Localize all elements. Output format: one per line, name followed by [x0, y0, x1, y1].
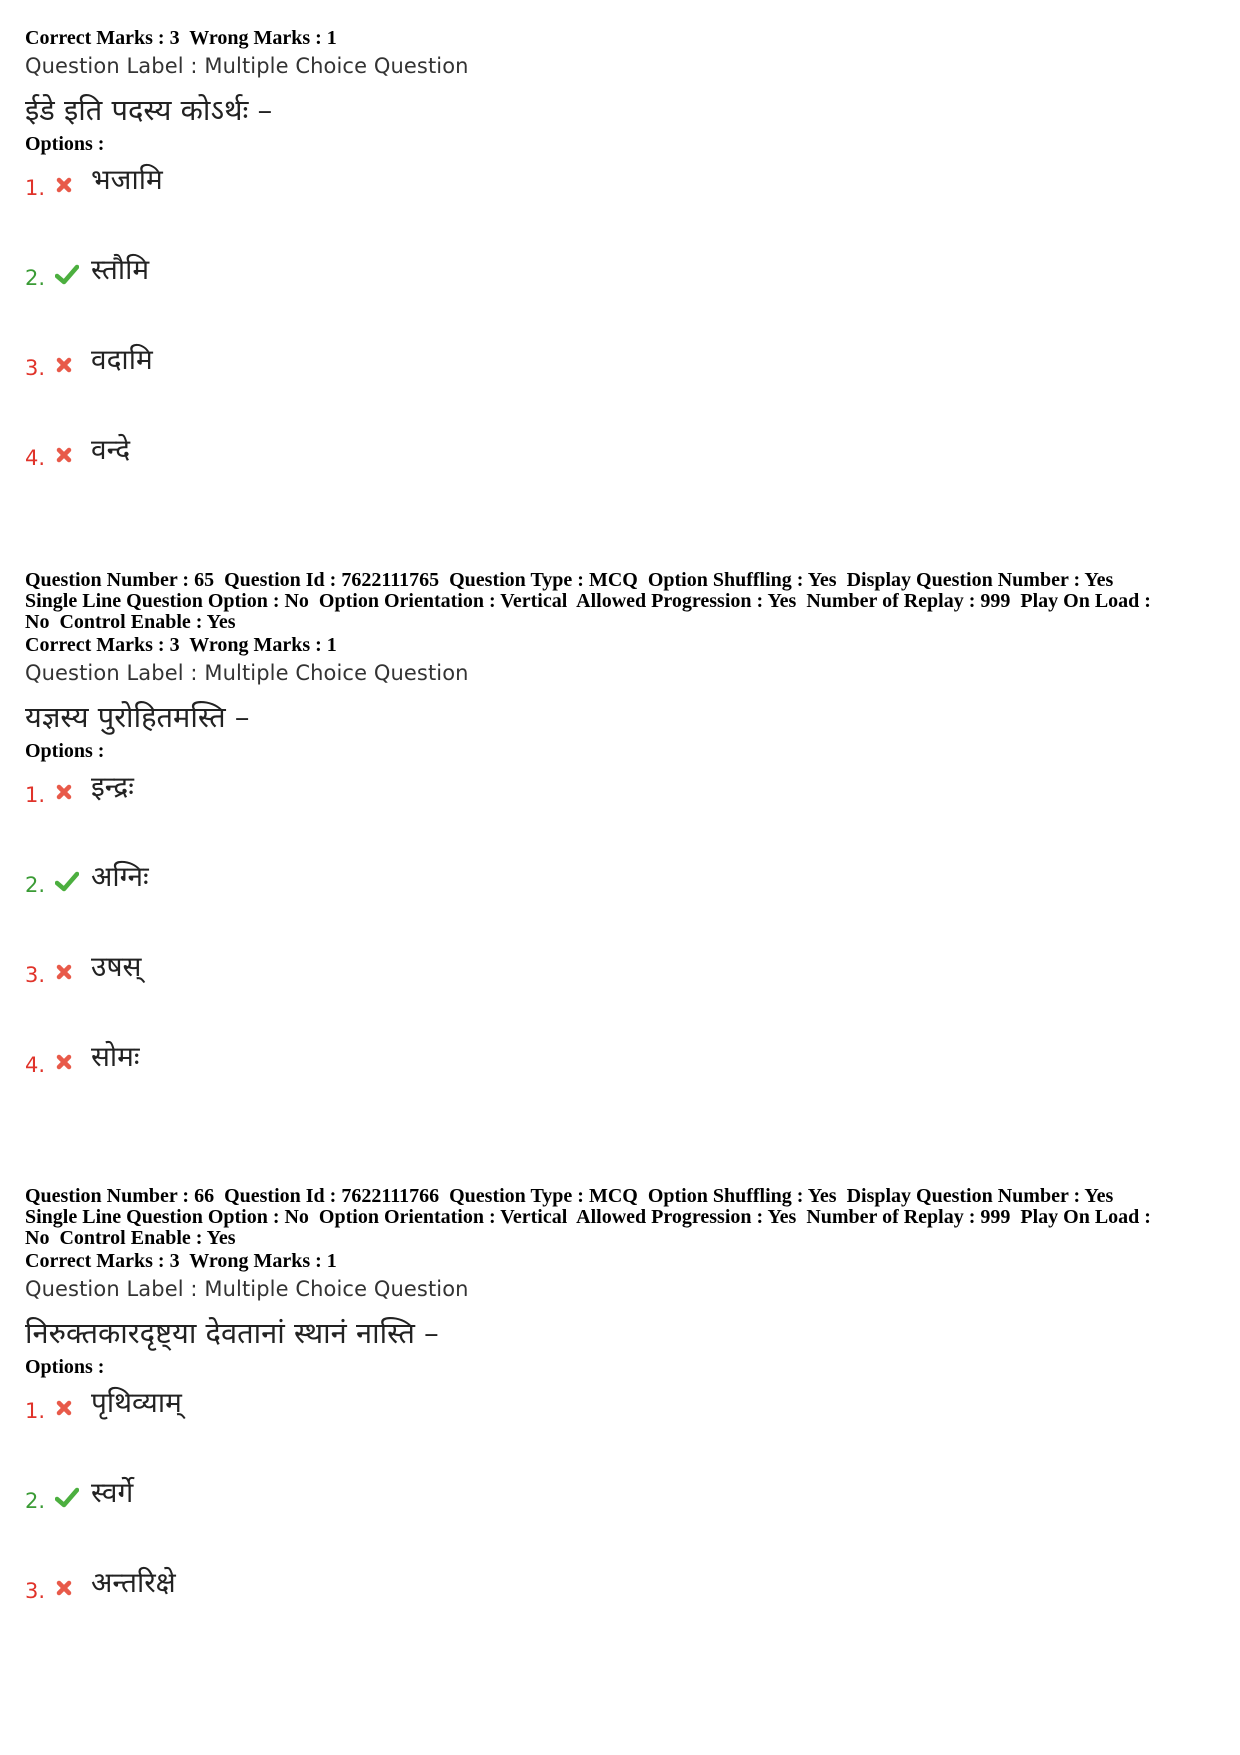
question-block: [25, 26, 1220, 516]
meta-line: No Control Enable : Yes: [25, 611, 236, 633]
option-number: 3.: [25, 963, 46, 987]
cross-icon: [55, 174, 77, 196]
option-item: [25, 763, 1220, 853]
options-label: Options :: [25, 1356, 105, 1378]
marks-line: Correct Marks : 3 Wrong Marks : 1: [25, 1250, 337, 1272]
question-block: [25, 1186, 1220, 1649]
option-text: स्वर्गे: [91, 1476, 134, 1509]
question-text: यज्ञस्य पुरोहितमस्ति –: [25, 700, 250, 734]
question-text: ईडे इति पदस्य कोऽर्थः –: [25, 93, 273, 127]
options-list: [25, 156, 1220, 516]
cross-icon: [55, 444, 77, 466]
question-label: Question Label : Multiple Choice Question: [25, 661, 469, 685]
options-list: [25, 763, 1220, 1123]
cross-icon: [55, 961, 77, 983]
meta-line: No Control Enable : Yes: [25, 1227, 236, 1249]
cross-icon: [55, 781, 77, 803]
option-text: वदामि: [91, 343, 153, 376]
meta-line: Question Number : 66 Question Id : 7622111766 Question Type : MCQ Option Shuffling : Yes Display Question Number : Yes: [25, 1185, 1114, 1207]
option-number: 2.: [25, 873, 46, 897]
question-text: निरुक्तकारदृष्ट्या देवतानां स्थानं नास्ति –: [25, 1316, 439, 1350]
option-text: अग्निः: [91, 860, 149, 893]
option-text: पृथिव्याम्: [91, 1386, 182, 1419]
option-item: [25, 1379, 1220, 1469]
option-number: 1.: [25, 176, 46, 200]
cross-icon: [55, 1051, 77, 1073]
meta-line: Question Number : 65 Question Id : 7622111765 Question Type : MCQ Option Shuffling : Yes Display Question Number : Yes: [25, 569, 1114, 591]
options-list: [25, 1379, 1220, 1649]
question-meta: [25, 570, 1220, 633]
option-item: [25, 1033, 1220, 1123]
check-icon: [55, 1487, 77, 1509]
check-icon: [55, 264, 77, 286]
option-number: 2.: [25, 266, 46, 290]
option-item: [25, 156, 1220, 246]
check-icon: [55, 871, 77, 893]
option-text: इन्द्रः: [91, 770, 134, 803]
option-item: [25, 1559, 1220, 1649]
options-label: Options :: [25, 740, 105, 762]
cross-icon: [55, 1577, 77, 1599]
option-item: [25, 336, 1220, 426]
option-text: सोमः: [91, 1040, 140, 1073]
option-text: स्तौमि: [91, 253, 150, 286]
option-item: [25, 246, 1220, 336]
options-label: Options :: [25, 133, 105, 155]
question-label: Question Label : Multiple Choice Question: [25, 54, 469, 78]
question-label: Question Label : Multiple Choice Question: [25, 1277, 469, 1301]
cross-icon: [55, 1397, 77, 1419]
option-text: अन्तरिक्षे: [91, 1566, 176, 1599]
option-number: 1.: [25, 1399, 46, 1423]
option-text: वन्दे: [91, 433, 131, 466]
meta-line: Single Line Question Option : No Option Orientation : Vertical Allowed Progression : Yes Number of Replay : 999 Play On Load :: [25, 1206, 1151, 1228]
option-number: 1.: [25, 783, 46, 807]
meta-line: Single Line Question Option : No Option Orientation : Vertical Allowed Progression : Yes Number of Replay : 999 Play On Load :: [25, 590, 1151, 612]
option-number: 2.: [25, 1489, 46, 1513]
option-number: 4.: [25, 446, 46, 470]
question-meta: [25, 1186, 1220, 1249]
option-text: उषस्: [91, 950, 142, 983]
option-item: [25, 1469, 1220, 1559]
option-number: 3.: [25, 1579, 46, 1603]
option-text: भजामि: [91, 163, 163, 196]
option-item: [25, 853, 1220, 943]
option-number: 4.: [25, 1053, 46, 1077]
option-number: 3.: [25, 356, 46, 380]
marks-line: Correct Marks : 3 Wrong Marks : 1: [25, 27, 337, 49]
option-item: [25, 426, 1220, 516]
cross-icon: [55, 354, 77, 376]
question-block: [25, 570, 1220, 1123]
marks-line: Correct Marks : 3 Wrong Marks : 1: [25, 634, 337, 656]
option-item: [25, 943, 1220, 1033]
